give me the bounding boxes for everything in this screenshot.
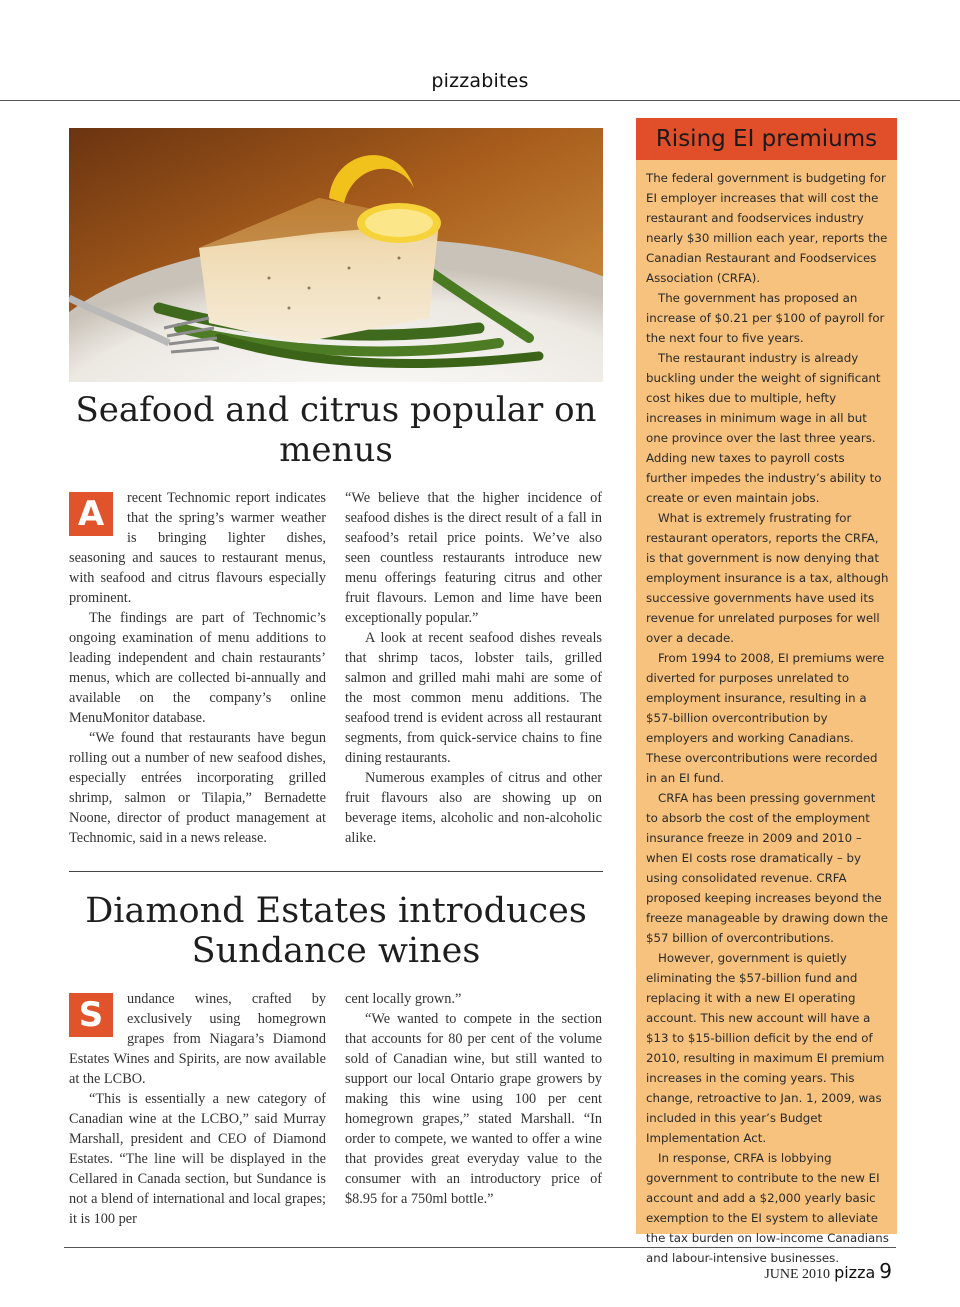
story1-paragraph: The findings are part of Technomic’s ongoing examination of menu additions to leading independent and chain restaurants’ menus, which are collected bi-annually and available on the company’s online MenuMonitor database.	[69, 610, 326, 726]
footer-rule	[64, 1247, 896, 1248]
story2-paragraph: cent locally grown.”	[345, 991, 462, 1007]
sidebar-paragraph: The federal government is budgeting for EI employer increases that will cost the restaurant and foodservices industry nearly $30 million each year, reports the Canadian Restaurant and Foodservices Association (CRFA).	[646, 171, 888, 285]
magazine-name: pizza	[834, 1263, 876, 1282]
story1-dropcap: A	[69, 492, 113, 536]
sidebar-paragraph: However, government is quietly eliminating the $57-billion fund and replacing it with a new EI operating account. This new account will have a $13 to $15-billion deficit by the end of 2010, resulting in maximum EI premium increases in the coming years. This change, retroactive to Jan. 1, 2009, was included in this year’s Budget Implementation Act.	[646, 951, 885, 1145]
story2-paragraph: undance wines, crafted by exclusively using homegrown grapes from Niagara’s Diamond Estates Wines and Spirits, are now available at the LCBO.	[69, 991, 326, 1087]
story2-paragraph: “This is essentially a new category of Canadian wine at the LCBO,” said Murray Marshall, president and CEO of Diamond Estates. “The line will be displayed in the Cellared in Canada section, but Sundance is not a blend of international and local grapes; it is 100 per	[69, 1091, 326, 1227]
story2-left-column	[69, 989, 326, 1229]
story1-right-column	[345, 488, 602, 848]
story2-dropcap: S	[69, 993, 113, 1037]
story1-left-column	[69, 488, 326, 848]
sidebar-paragraph: In response, CRFA is lobbying government to contribute to the new EI account and add a $2,000 yearly basic exemption to the EI system to alleviate the tax burden on low-income Canadians and labour-intensive businesses.	[646, 1151, 889, 1265]
story1-paragraph: A look at recent seafood dishes reveals that shrimp tacos, lobster tails, grilled salmon and grilled mahi mahi are some of the most common menu additions. The seafood trend is evident across all restaurant segments, from quick-service chains to fine dining restaurants.	[345, 630, 602, 766]
story1-paragraph: recent Technomic report indicates that the spring’s warmer weather is bringing lighter dishes, seasoning and sauces to restaurant menus, with seafood and citrus flavours especially prominent.	[69, 490, 326, 606]
plated-seafood-photo	[69, 128, 603, 382]
story1-paragraph: Numerous examples of citrus and other fruit flavours also are showing up on beverage items, alcoholic and non-alcoholic alike.	[345, 770, 602, 846]
issue-date: JUNE 2010	[764, 1267, 831, 1282]
sidebar-paragraph: What is extremely frustrating for restaurant operators, reports the CRFA, is that government is now denying that employment insurance is a tax, although successive governments have used its revenue for unrelated purposes for well over a decade.	[646, 511, 889, 645]
story-divider	[69, 871, 603, 872]
sidebar-body	[646, 168, 889, 1268]
story2-paragraph: “We wanted to compete in the section that accounts for 80 per cent of the volume sold of Canadian wine, but still wanted to support our local Ontario grape growers by making this wine using 100 per cent homegrown grapes,” stated Marshall. “In order to compete, we wanted to offer a wine that provides great everyday value to the consumer with an introductory price of $8.95 for a 750ml bottle.”	[345, 1011, 602, 1207]
story2-headline: Diamond Estates introduces Sundance wines	[85, 891, 587, 971]
page-folio	[600, 1259, 892, 1283]
sidebar-paragraph: From 1994 to 2008, EI premiums were diverted for purposes unrelated to employment insurance, resulting in a $57-billion overcontribution by employers and working Canadians. These overcontributions were recorded in an EI fund.	[646, 651, 885, 785]
sidebar-paragraph: CRFA has been pressing government to absorb the cost of the employment insurance freeze in 2009 and 2010 – when EI costs rose dramatically – by using consolidated revenue. CRFA proposed keeping increases beyond the freeze manageable by drawing down the $57 billion of overcontributions.	[646, 791, 889, 945]
story2-right-column	[345, 989, 602, 1209]
page-number: 9	[879, 1259, 892, 1283]
story1-headline: Seafood and citrus popular on menus	[75, 390, 597, 470]
section-tag: pizzabites	[0, 70, 960, 92]
sidebar-paragraph: The government has proposed an increase of $0.21 per $100 of payroll for the next four to five years.	[646, 291, 885, 345]
sidebar-paragraph: The restaurant industry is already buckling under the weight of significant cost hikes due to multiple, hefty increases in minimum wage in all but one province over the last three years. Adding new taxes to payroll costs further impedes the industry’s ability to create or even maintain jobs.	[646, 351, 882, 505]
sidebar-title: Rising EI premiums	[636, 118, 897, 160]
story1-paragraph: “We believe that the higher incidence of seafood dishes is the direct result of a fall in seafood’s retail price points. We’ve also seen countless restaurants introduce new menu offerings featuring citrus and other fruit flavours. Lemon and lime have been exceptionally popular.”	[345, 490, 602, 626]
story1-paragraph: “We found that restaurants have begun rolling out a number of new seafood dishes, especially entrées incorporating grilled shrimp, salmon or Tilapia,” Bernadette Noone, director of product management at Technomic, said in a news release.	[69, 730, 326, 846]
header-rule	[0, 100, 960, 101]
